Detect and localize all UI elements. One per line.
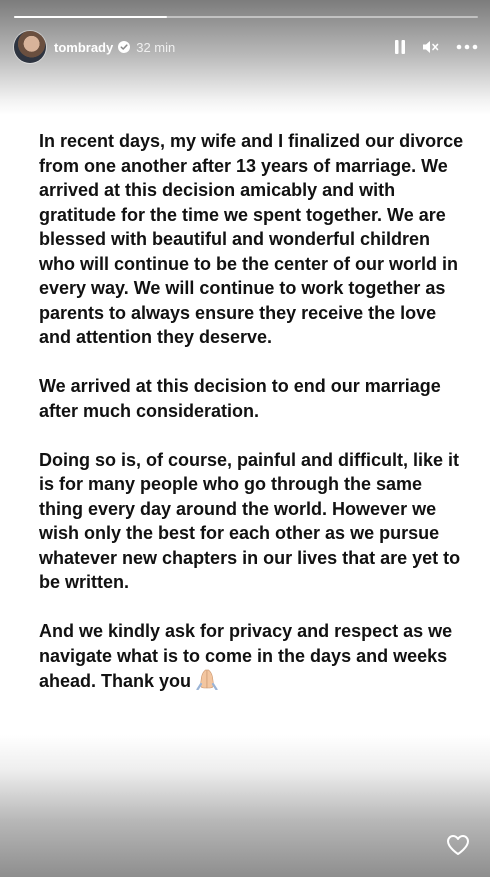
more-options-button[interactable]: [456, 44, 478, 50]
verified-badge-icon: [118, 41, 130, 53]
story-controls: [394, 39, 478, 55]
post-time: 32 min: [136, 39, 176, 55]
folded-hands-emoji-icon: [195, 668, 219, 690]
statement-paragraph: And we kindly ask for privacy and respect as we navigate what is to come in the days and weeks ahead. Thank you: [39, 621, 453, 691]
story-progress-fill: [14, 16, 167, 18]
statement-paragraph: We arrived at this decision to end our marriage after much consideration.: [39, 376, 441, 421]
story-statement: [39, 129, 464, 718]
mute-icon: [422, 39, 440, 55]
story-progress-bar: [14, 16, 478, 18]
avatar[interactable]: [14, 31, 46, 63]
statement-paragraph: In recent days, my wife and I finalized our divorce from one another after 13 years of marriage. We arrived at this decision amicably and with gratitude for the time we spent together. We are blessed with beautiful and wonderful children who will continue to be the center of our world in every way. We will continue to work together as parents to always ensure they receive the love and attention they deserve.: [39, 131, 464, 347]
statement-paragraph: Doing so is, of course, painful and difficult, like it is for many people who go through the same thing every day around the world. However we wish only the best for each other as we pursue whatever new chapters in our lives that are yet to be written.: [39, 449, 461, 592]
story-header: [14, 30, 478, 64]
pause-button[interactable]: [394, 39, 406, 55]
like-heart-icon[interactable]: [446, 834, 470, 856]
statement-paragraph-closing: [39, 619, 464, 694]
pause-icon: [394, 39, 406, 55]
username[interactable]: tombrady: [54, 39, 114, 55]
more-icon: [456, 44, 478, 50]
mute-button[interactable]: [422, 39, 440, 55]
